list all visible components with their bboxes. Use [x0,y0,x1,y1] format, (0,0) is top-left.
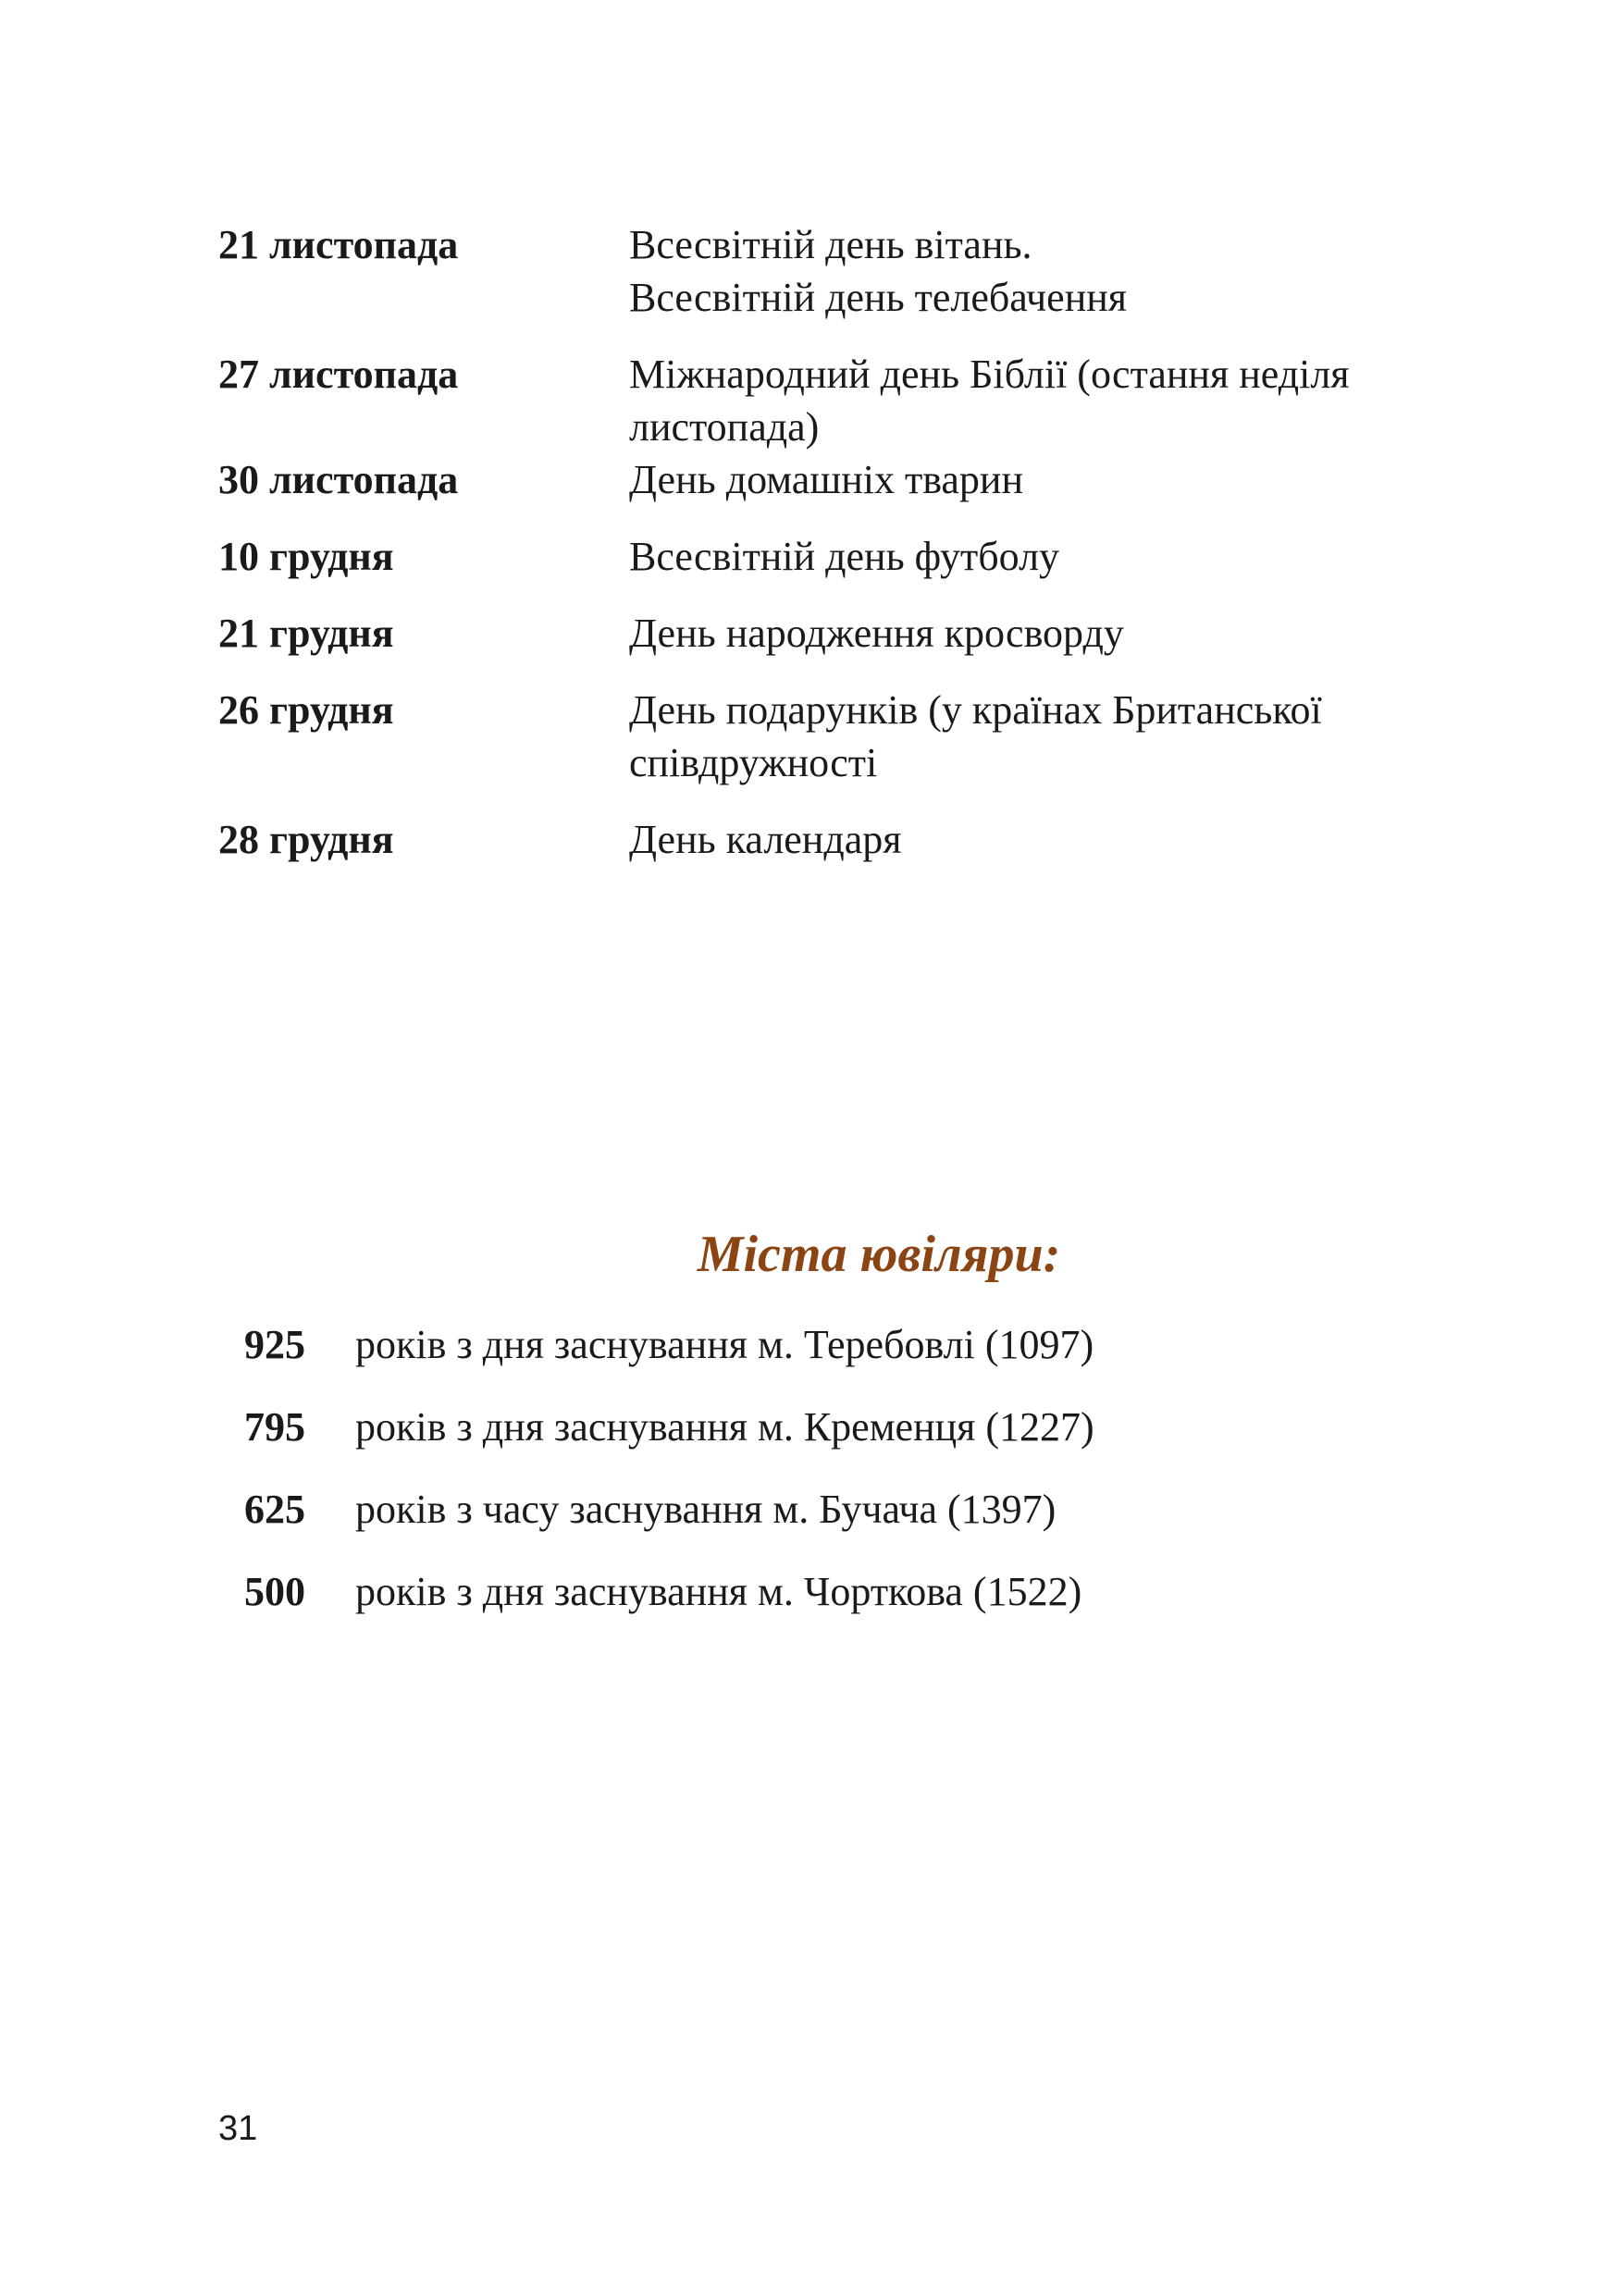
jubilee-text: років з часу заснування м. Бучача (1397) [355,1487,1057,1532]
event-description [629,607,1477,660]
jubilee-years: 625 [244,1487,305,1532]
event-description-line: співдружності [629,740,878,785]
jubilee-item [244,1483,1447,1536]
jubilee-item [244,1401,1447,1453]
event-row [218,684,1477,789]
event-date: 30 листопада [218,457,459,502]
page-number: 31 [218,2109,258,2148]
event-description [629,813,1477,866]
jubilee-years: 795 [244,1404,305,1450]
event-description [629,348,1477,453]
event-description-line: Всесвітній день телебачення [629,275,1128,320]
jubilee-item [244,1318,1447,1371]
jubilee-title: Міста ювіляри: [697,1226,1061,1283]
event-description-line: Всесвітній день футболу [629,534,1060,579]
jubilee-text: років з дня заснування м. Чорткова (1522) [355,1569,1082,1614]
event-description [629,218,1477,324]
jubilee-years: 925 [244,1322,305,1367]
event-row [218,607,1477,660]
event-description-line: День домашніх тварин [629,457,1024,502]
event-row [218,218,1477,324]
event-date: 10 грудня [218,534,394,579]
event-row [218,348,1477,453]
event-description-line: День подарунків (у країнах Британської [629,687,1322,733]
event-description-line: День народження кросворду [629,611,1124,656]
event-description [629,530,1477,583]
event-description-line: Міжнародний день Біблії (остання неділя [629,352,1350,397]
event-description-line: Всесвітній день вітань. [629,222,1032,267]
event-date: 26 грудня [218,687,394,733]
event-date: 28 грудня [218,817,394,862]
event-description-line: листопада) [629,404,820,450]
event-date: 21 грудня [218,611,394,656]
event-description-line: День календаря [629,817,902,862]
event-date: 27 листопада [218,352,459,397]
event-row [218,530,1477,583]
jubilee-item [244,1565,1447,1618]
event-description [629,684,1477,789]
jubilee-text: років з дня заснування м. Теребовлі (1097) [355,1322,1094,1367]
event-row [218,453,1477,506]
jubilee-text: років з дня заснування м. Кременця (1227) [355,1404,1094,1450]
event-date: 21 листопада [218,222,459,267]
jubilee-years: 500 [244,1569,305,1614]
event-row [218,813,1477,866]
event-description [629,453,1477,506]
jubilee-list [244,1318,1447,1648]
event-list [218,218,1477,866]
